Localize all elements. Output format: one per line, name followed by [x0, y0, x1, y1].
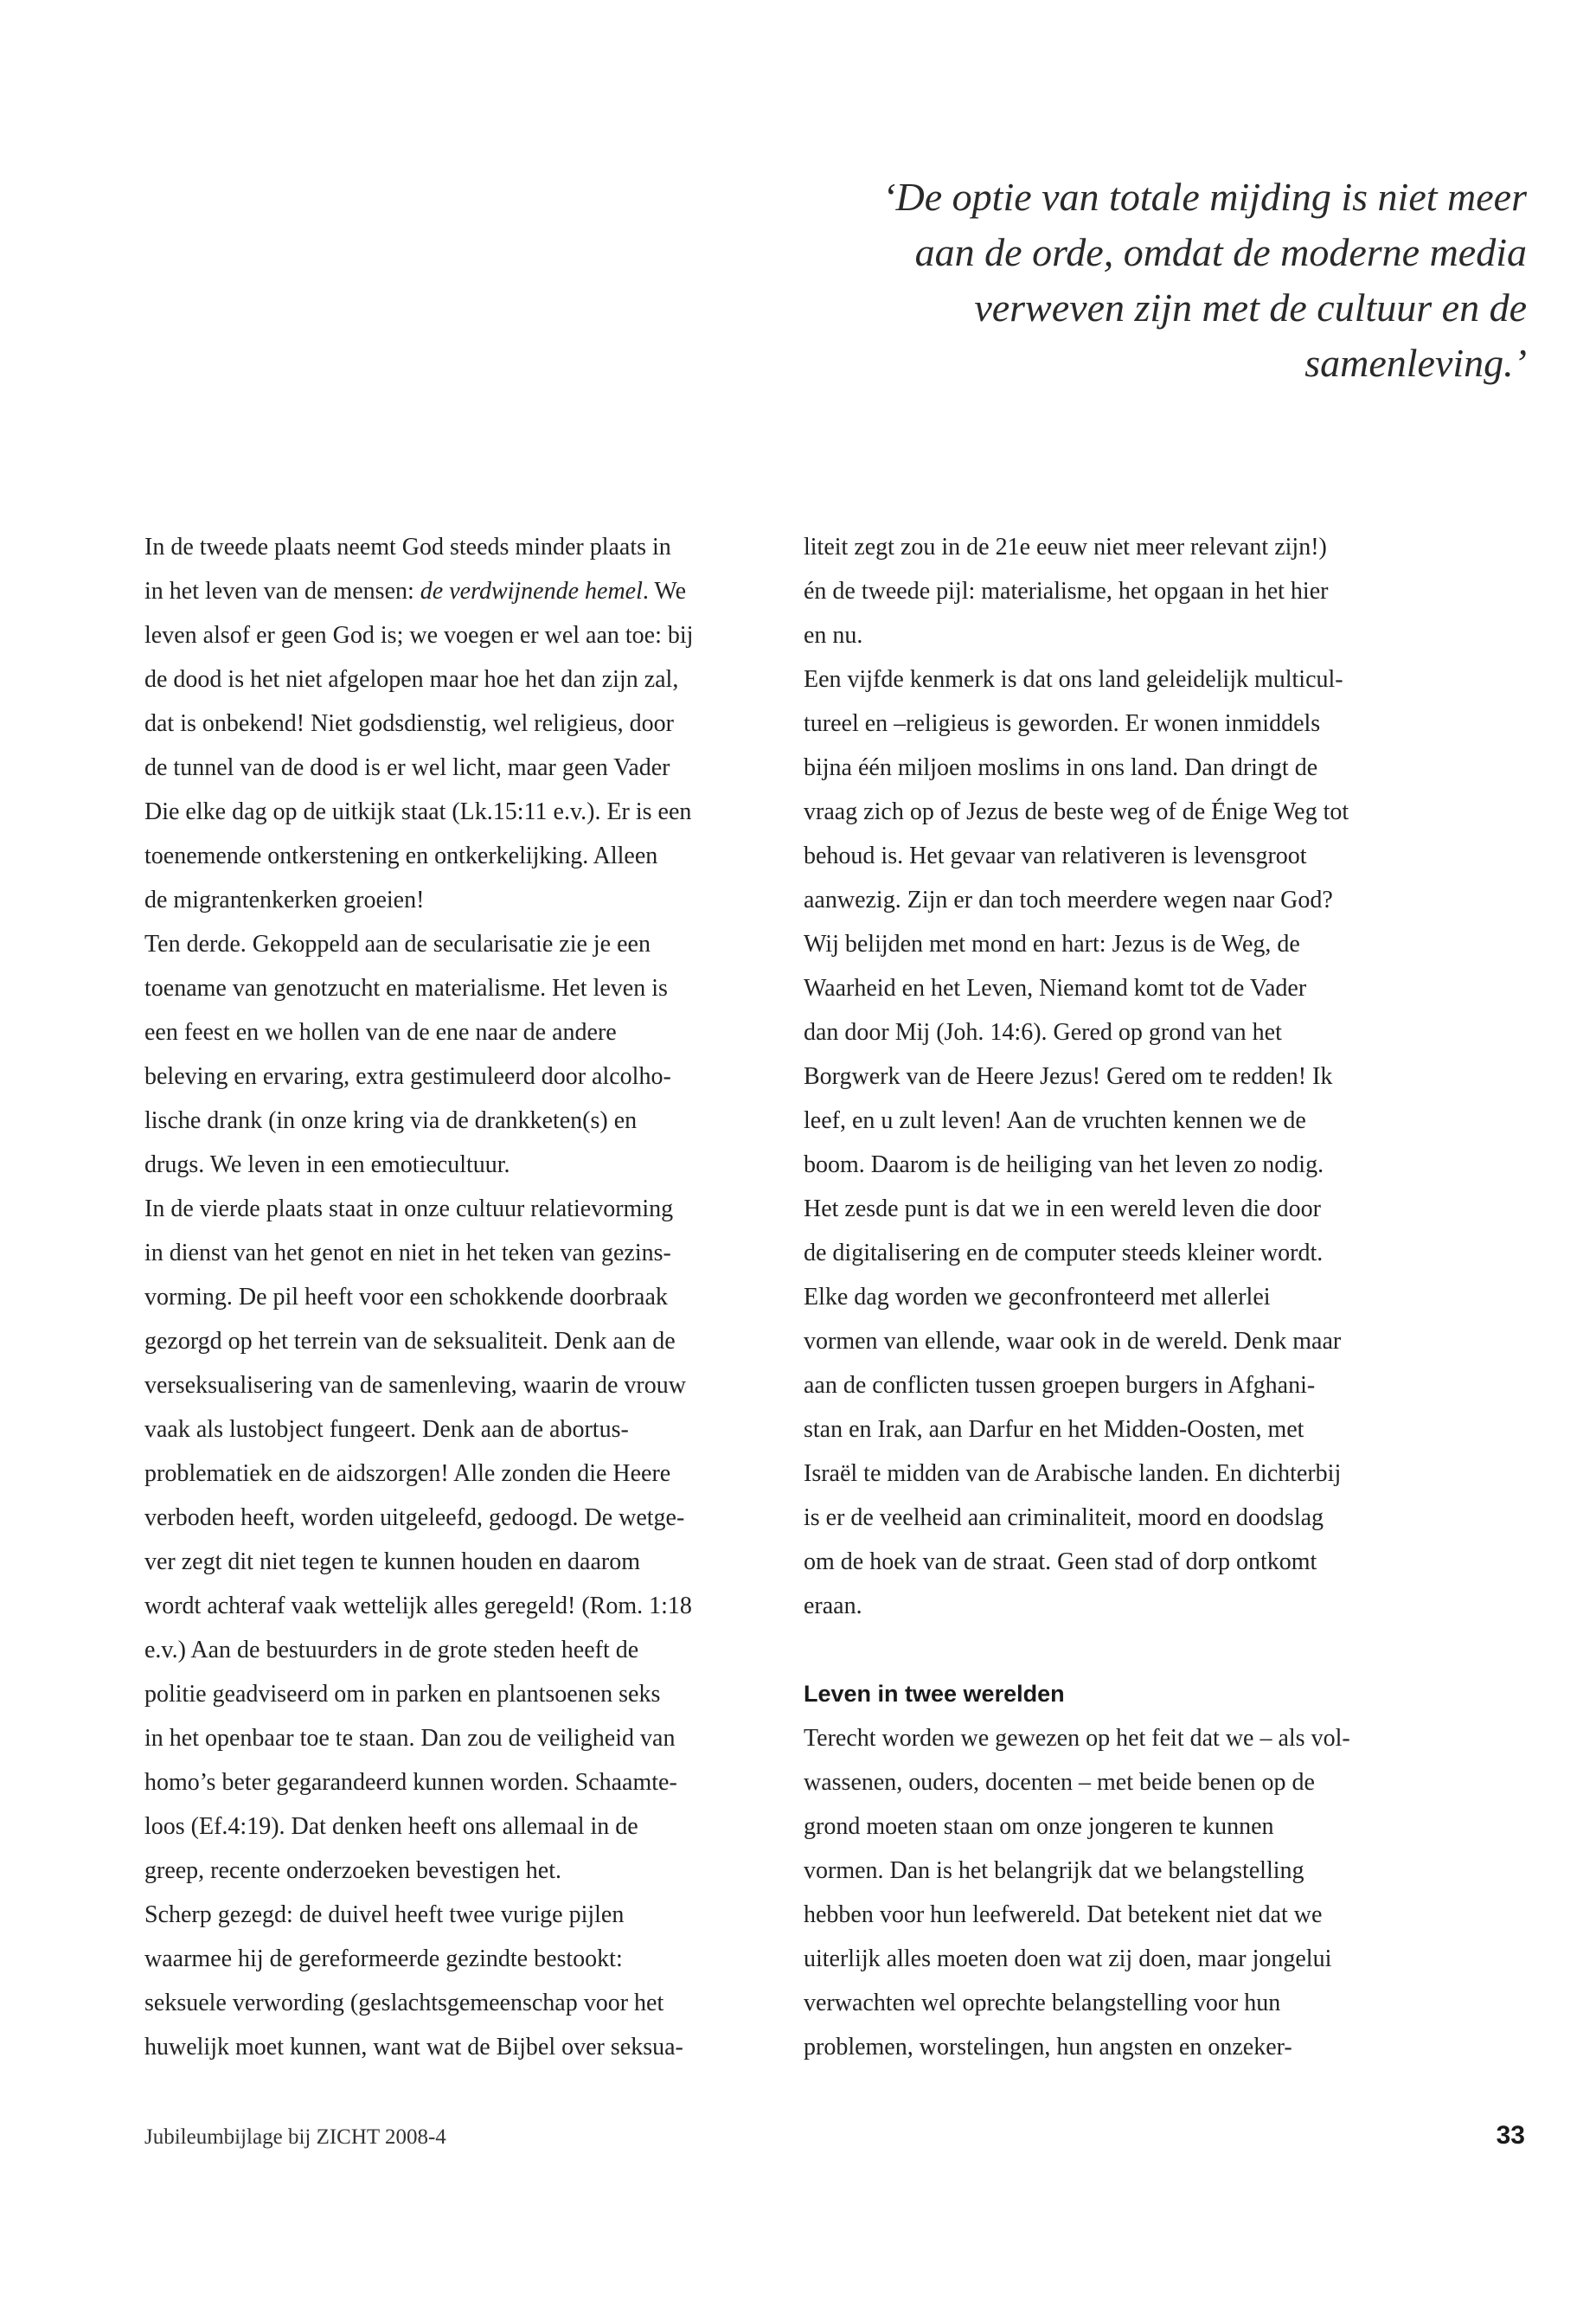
- text-line: toename van genotzucht en materialisme. Het leven is: [144, 975, 668, 1002]
- text-line: aan de conflicten tussen groepen burgers in Afghani-: [804, 1372, 1316, 1399]
- pull-quote-line: verweven zijn met de cultuur en de: [974, 285, 1527, 330]
- text-line: de digitalisering en de computer steeds kleiner wordt.: [804, 1240, 1324, 1266]
- text-line: Ten derde. Gekoppeld aan de secularisatie zie je een: [144, 931, 651, 958]
- text-line: vormen. Dan is het belangrijk dat we belangstelling: [804, 1857, 1304, 1884]
- text-line: in dienst van het genot en niet in het teken van gezins-: [144, 1240, 671, 1266]
- text-line: leven alsof er geen God is; we voegen er wel aan toe: bij: [144, 622, 694, 649]
- text-line: verwachten wel oprechte belangstelling voor hun: [804, 1990, 1281, 2016]
- pull-quote-line: samenleving.’: [1304, 341, 1527, 385]
- text-line: greep, recente onderzoeken bevestigen het.: [144, 1857, 561, 1884]
- page-number: 33: [1496, 2121, 1525, 2150]
- text-line: om de hoek van de straat. Geen stad of dorp ontkomt: [804, 1548, 1317, 1575]
- text-line: vaak als lustobject fungeert. Denk aan de abortus-: [144, 1416, 629, 1443]
- text-line: liteit zegt zou in de 21e eeuw niet meer relevant zijn!): [804, 534, 1327, 561]
- emphasis-text: de verdwijnende hemel: [420, 578, 643, 605]
- text-line: Elke dag worden we geconfronteerd met allerlei: [804, 1284, 1271, 1311]
- text-line: Een vijfde kenmerk is dat ons land geleidelijk multicul-: [804, 666, 1343, 693]
- text-line: boom. Daarom is de heiliging van het leven zo nodig.: [804, 1151, 1324, 1178]
- text-line: wassenen, ouders, docenten – met beide benen op de: [804, 1769, 1315, 1796]
- pull-quote-line: ‘De optie van totale mijding is niet meer: [882, 175, 1527, 219]
- text-line: en nu.: [804, 622, 863, 649]
- text-line: eraan.: [804, 1593, 862, 1619]
- text-line: vormen van ellende, waar ook in de wereld. Denk maar: [804, 1328, 1342, 1355]
- text-line: verseksualisering van de samenleving, waarin de vrouw: [144, 1372, 686, 1399]
- pull-quote: [748, 170, 1527, 391]
- text-line: hebben voor hun leefwereld. Dat betekent niet dat we: [804, 1901, 1323, 1928]
- text-line: Borgwerk van de Heere Jezus! Gered om te redden! Ik: [804, 1063, 1333, 1090]
- text-line: vraag zich op of Jezus de beste weg of de Énige Weg tot: [804, 798, 1349, 825]
- text-line: problemen, worstelingen, hun angsten en onzeker-: [804, 2034, 1292, 2061]
- text-run: in het leven van de mensen:: [144, 578, 420, 605]
- text-line: tureel en –religieus is geworden. Er wonen inmiddels: [804, 710, 1321, 737]
- text-line: problematiek en de aidszorgen! Alle zonden die Heere: [144, 1460, 671, 1487]
- text-line: loos (Ef.4:19). Dat denken heeft ons allemaal in de: [144, 1813, 638, 1840]
- text-line: verboden heeft, worden uitgeleefd, gedoogd. De wetge-: [144, 1504, 685, 1531]
- text-line: politie geadviseerd om in parken en plantsoenen seks: [144, 1681, 661, 1708]
- text-line: dan door Mij (Joh. 14:6). Gered op grond van het: [804, 1019, 1282, 1046]
- text-line: uiterlijk alles moeten doen wat zij doen, maar jongelui: [804, 1945, 1332, 1972]
- text-line: in het openbaar toe te staan. Dan zou de veiligheid van: [144, 1725, 676, 1752]
- text-line: Waarheid en het Leven, Niemand komt tot de Vader: [804, 975, 1307, 1002]
- text-line: leef, en u zult leven! Aan de vruchten kennen we de: [804, 1107, 1306, 1134]
- text-line: bijna één miljoen moslims in ons land. Dan dringt de: [804, 754, 1318, 781]
- text-line: de migrantenkerken groeien!: [144, 887, 425, 913]
- text-run: . We: [642, 578, 686, 605]
- text-line: vorming. De pil heeft voor een schokkende doorbraak: [144, 1284, 668, 1311]
- text-line: ver zegt dit niet tegen te kunnen houden en daarom: [144, 1548, 641, 1575]
- footer-publication: Jubileumbijlage bij ZICHT 2008-4: [144, 2125, 446, 2149]
- text-line: toenemende ontkerstening en ontkerkelijking. Alleen: [144, 843, 658, 869]
- text-line: huwelijk moet kunnen, want wat de Bijbel over seksua-: [144, 2034, 683, 2061]
- text-line: homo’s beter gegarandeerd kunnen worden. Schaamte-: [144, 1769, 677, 1796]
- text-line: In de vierde plaats staat in onze cultuur relatievorming: [144, 1195, 674, 1222]
- text-line: waarmee hij de gereformeerde gezindte bestookt:: [144, 1945, 623, 1972]
- text-line: én de tweede pijl: materialisme, het opgaan in het hier: [804, 578, 1329, 605]
- text-line: stan en Irak, aan Darfur en het Midden-Oosten, met: [804, 1416, 1304, 1443]
- text-line: Wij belijden met mond en hart: Jezus is de Weg, de: [804, 931, 1300, 958]
- text-line: dat is onbekend! Niet godsdienstig, wel religieus, door: [144, 710, 674, 737]
- section-heading: Leven in twee werelden: [804, 1681, 1065, 1707]
- pull-quote-line: aan de orde, omdat de moderne media: [914, 230, 1527, 274]
- text-line: de tunnel van de dood is er wel licht, maar geen Vader: [144, 754, 670, 781]
- text-line: Die elke dag op de uitkijk staat (Lk.15:11 e.v.). Er is een: [144, 798, 692, 825]
- text-line: lische drank (in onze kring via de drankketen(s) en: [144, 1107, 638, 1134]
- text-line: In de tweede plaats neemt God steeds minder plaats in: [144, 534, 671, 561]
- text-line: een feest en we hollen van de ene naar de andere: [144, 1019, 617, 1046]
- text-line: grond moeten staan om onze jongeren te kunnen: [804, 1813, 1274, 1840]
- paragraph-spacer: [804, 1628, 1426, 1672]
- text-line: Israël te midden van de Arabische landen. En dichterbij: [804, 1460, 1342, 1487]
- text-line: de dood is het niet afgelopen maar hoe het dan zijn zal,: [144, 666, 679, 693]
- text-line: aanwezig. Zijn er dan toch meerdere wegen naar God?: [804, 887, 1333, 913]
- text-line: beleving en ervaring, extra gestimuleerd door alcolho-: [144, 1063, 671, 1090]
- text-line: wordt achteraf vaak wettelijk alles geregeld! (Rom. 1:18: [144, 1593, 692, 1619]
- text-line: Scherp gezegd: de duivel heeft twee vurige pijlen: [144, 1901, 625, 1928]
- right-text-column: [804, 525, 1426, 2069]
- text-line: Terecht worden we gewezen op het feit dat we – als vol-: [804, 1725, 1350, 1752]
- text-line: gezorgd op het terrein van de seksualiteit. Denk aan de: [144, 1328, 676, 1355]
- text-line: is er de veelheid aan criminaliteit, moord en doodslag: [804, 1504, 1324, 1531]
- text-line: behoud is. Het gevaar van relativeren is levensgroot: [804, 843, 1307, 869]
- text-line: [144, 569, 767, 613]
- text-line: seksuele verwording (geslachtsgemeenschap voor het: [144, 1990, 664, 2016]
- text-line: drugs. We leven in een emotiecultuur.: [144, 1151, 510, 1178]
- text-line: e.v.) Aan de bestuurders in de grote steden heeft de: [144, 1637, 639, 1663]
- text-line: Het zesde punt is dat we in een wereld leven die door: [804, 1195, 1321, 1222]
- left-text-column: [144, 525, 767, 2069]
